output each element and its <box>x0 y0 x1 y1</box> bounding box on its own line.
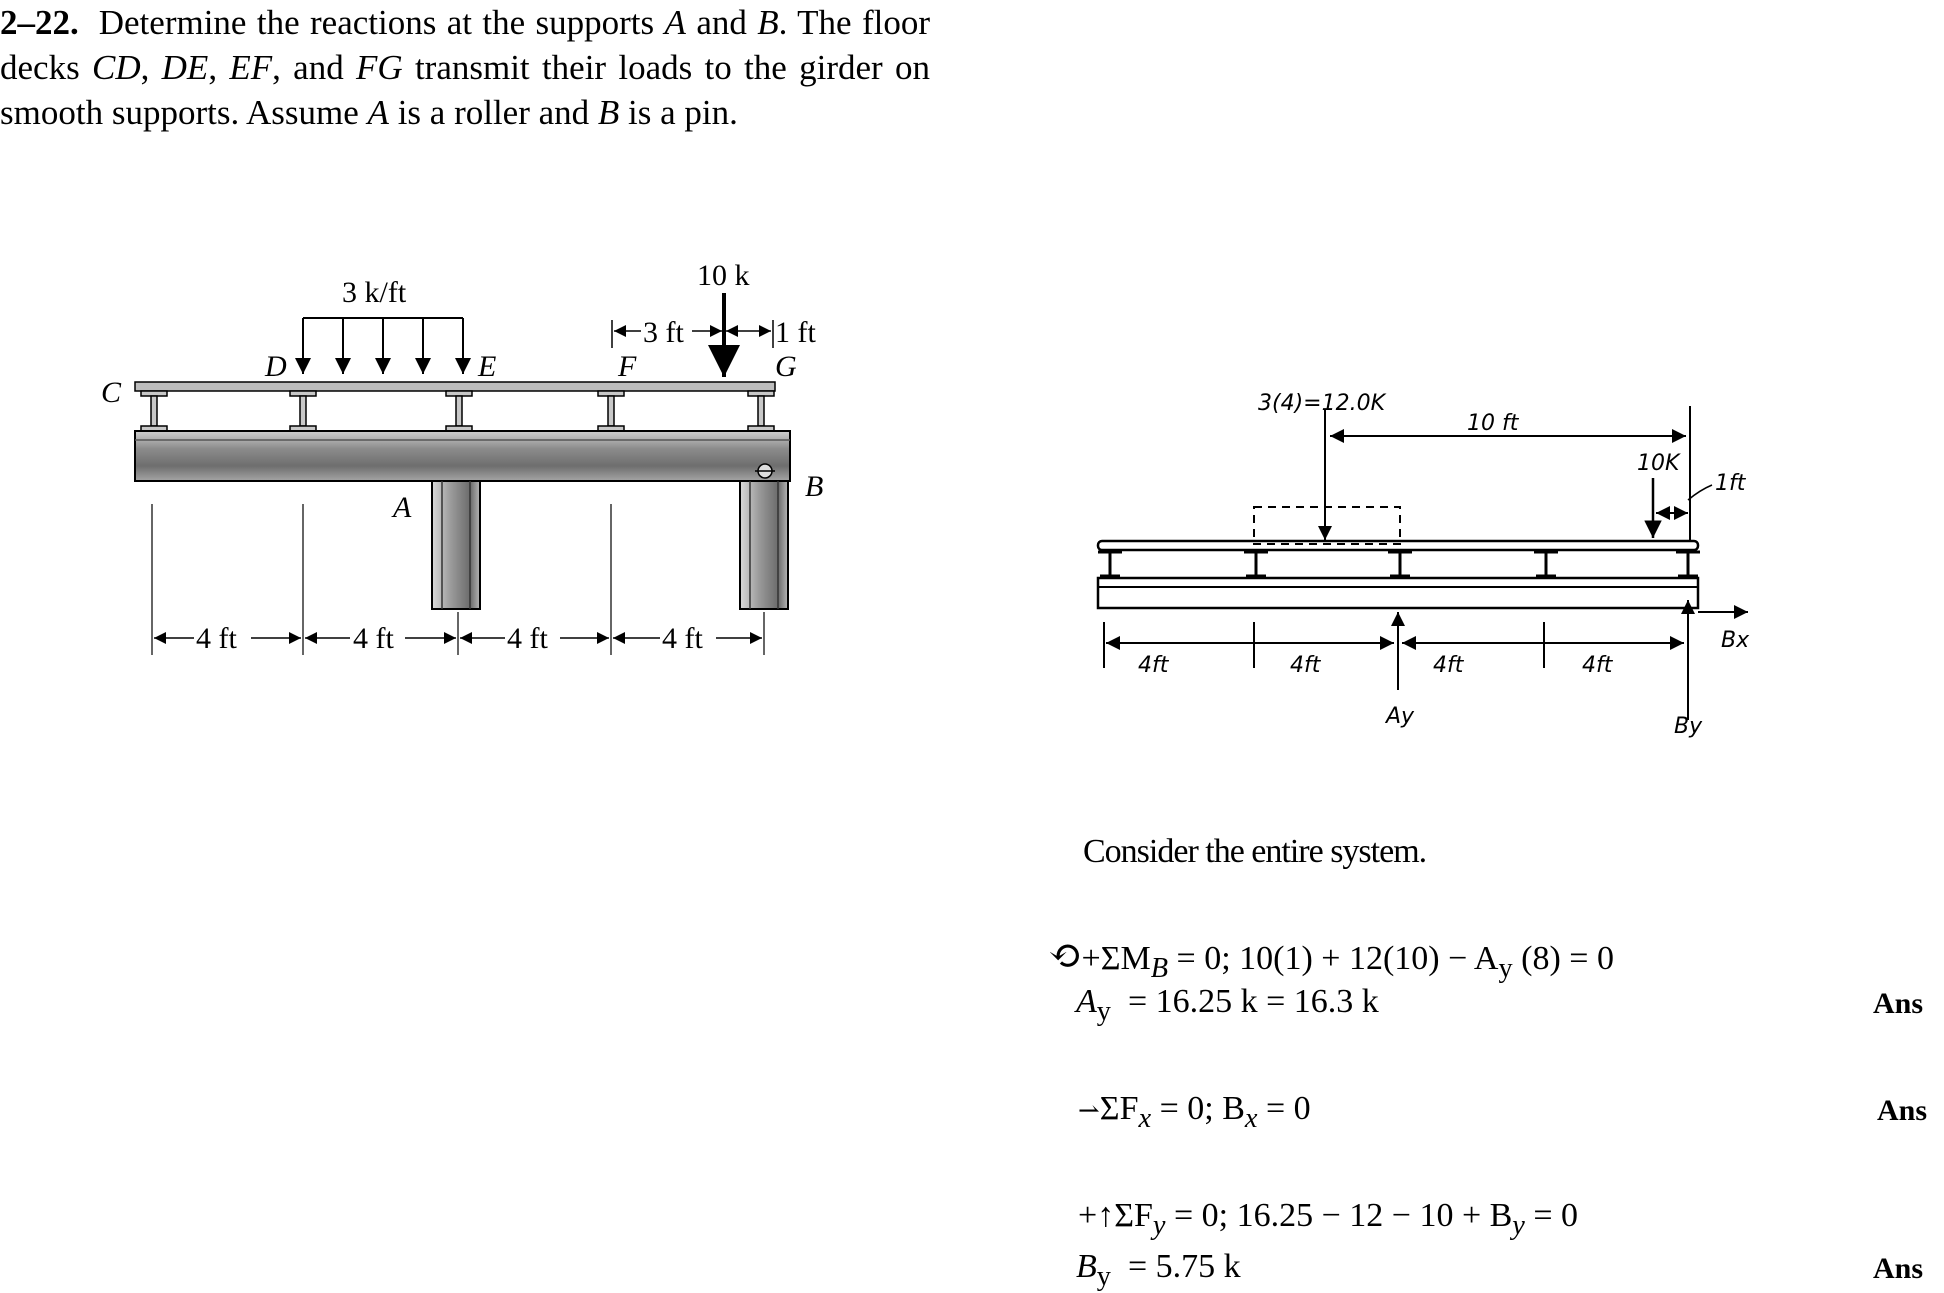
dist-1ft: 1ft <box>1715 471 1746 496</box>
fbd-span-1: 4ft <box>1138 653 1169 678</box>
label-d: D <box>265 350 287 383</box>
ans-ay: Ans <box>1873 987 1924 1020</box>
problem-number: 2–22. <box>0 3 79 42</box>
bx-label: Bx <box>1721 628 1750 653</box>
fbd-span-2: 4ft <box>1290 653 1321 678</box>
span-label-2: 4 ft <box>353 622 394 655</box>
fy-equation: $+↑\Sigma F_y = 0$; $16.25 - 12 - 10 + B_y = 0$ <box>1078 1197 1579 1241</box>
label-f: F <box>618 350 637 383</box>
dim-1ft: 1 ft <box>775 316 816 349</box>
label-e: E <box>478 350 497 383</box>
by-label: By <box>1674 714 1703 739</box>
moment-equation: $⟲+\Sigma M_B = 0$; $10(1) + 12(10) - A_y$ (8) = 0 <box>1048 933 1614 984</box>
label-c: C <box>101 376 122 409</box>
ans-bx: Ans <box>1877 1094 1928 1127</box>
ay-result: $A_y = 16.25$ k = 16.3 k <box>1076 983 1379 1027</box>
span-label-1: 4 ft <box>196 622 237 655</box>
solution-intro: Consider the entire system. <box>1083 833 1427 870</box>
dist-10ft: 10 ft <box>1467 411 1519 436</box>
label-a: A <box>393 491 412 524</box>
label-g: G <box>775 350 797 383</box>
fbd-span-3: 4ft <box>1433 653 1464 678</box>
resultant-box <box>1254 507 1400 544</box>
by-result: $B_y = 5.75$ k <box>1076 1248 1241 1292</box>
problem-text: Determine the reactions at the supports A and B. The floor decks CD, DE, EF, and FG transmit their loads to the girder on smooth supports. Assume A is a roller and B is a pin. <box>0 3 930 132</box>
label-b: B <box>805 470 824 503</box>
fbd-span-4: 4ft <box>1582 653 1613 678</box>
fx-equation: $⇀\Sigma F_x = 0$; $B_x = 0$ <box>1078 1090 1311 1134</box>
resultant-label: 3(4)=12.0K <box>1258 391 1386 416</box>
fbd-deck <box>1098 541 1698 550</box>
fbd-girder <box>1098 578 1698 608</box>
span-label-3: 4 ft <box>507 622 548 655</box>
ans-by: Ans <box>1873 1252 1924 1285</box>
fbd-stringers <box>1098 550 1700 576</box>
span-label-4: 4 ft <box>662 622 703 655</box>
point-load-label: 10 k <box>697 259 750 292</box>
fbd-point-load: 10K <box>1637 451 1680 476</box>
dim-3ft: 3 ft <box>643 316 684 349</box>
ay-label: Ay <box>1386 704 1415 729</box>
dist-load-label: 3 k/ft <box>342 276 407 309</box>
